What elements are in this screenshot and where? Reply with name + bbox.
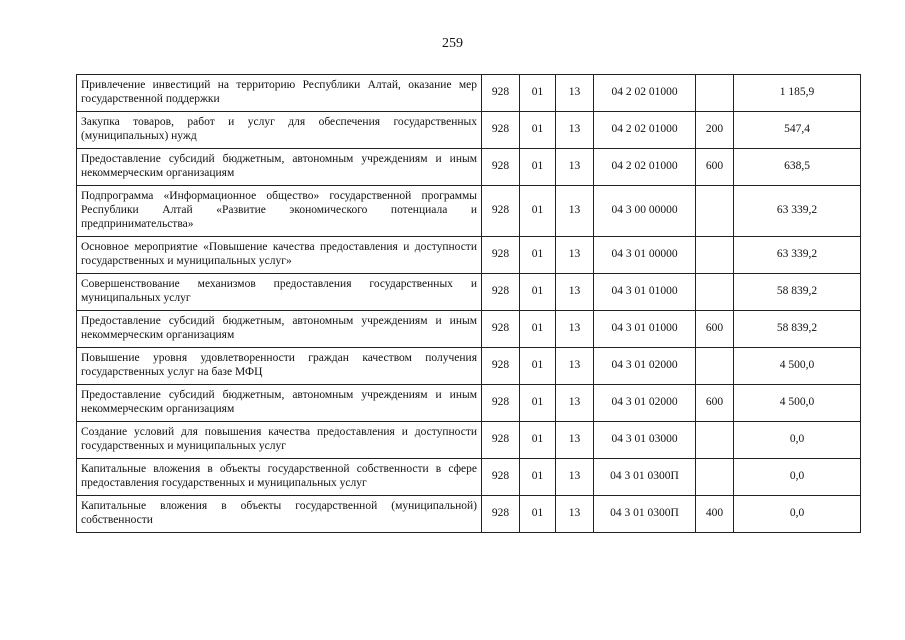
- amount: 1 185,9: [734, 75, 861, 112]
- target-article-code: 04 2 02 01000: [594, 112, 696, 149]
- section-code: 01: [520, 348, 556, 385]
- amount: 4 500,0: [734, 385, 861, 422]
- table-row: [77, 496, 861, 533]
- row-name: Предоставление субсидий бюджетным, автономным учреждениям и иным некоммерческим организациям: [77, 385, 482, 422]
- section-code: 01: [520, 422, 556, 459]
- row-name: Закупка товаров, работ и услуг для обеспечения государственных (муниципальных) нужд: [77, 112, 482, 149]
- row-name: Предоставление субсидий бюджетным, автономным учреждениям и иным некоммерческим организациям: [77, 149, 482, 186]
- table-row: [77, 348, 861, 385]
- subsection-code: 13: [556, 459, 594, 496]
- ved-code: 928: [482, 422, 520, 459]
- ved-code: 928: [482, 348, 520, 385]
- ved-code: 928: [482, 112, 520, 149]
- amount: 63 339,2: [734, 237, 861, 274]
- expense-type-code: [696, 422, 734, 459]
- ved-code: 928: [482, 459, 520, 496]
- table-row: [77, 75, 861, 112]
- expense-type-code: 200: [696, 112, 734, 149]
- section-code: 01: [520, 385, 556, 422]
- page-number: 259: [442, 36, 463, 51]
- target-article-code: 04 3 00 00000: [594, 186, 696, 237]
- ved-code: 928: [482, 149, 520, 186]
- subsection-code: 13: [556, 237, 594, 274]
- section-code: 01: [520, 311, 556, 348]
- section-code: 01: [520, 496, 556, 533]
- row-name: Привлечение инвестиций на территорию Республики Алтай, оказание мер государственной поддержки: [77, 75, 482, 112]
- ved-code: 928: [482, 186, 520, 237]
- amount: 0,0: [734, 422, 861, 459]
- subsection-code: 13: [556, 112, 594, 149]
- amount: 4 500,0: [734, 348, 861, 385]
- target-article-code: 04 3 01 02000: [594, 348, 696, 385]
- row-name: Предоставление субсидий бюджетным, автономным учреждениям и иным некоммерческим организациям: [77, 311, 482, 348]
- expense-type-code: [696, 348, 734, 385]
- ved-code: 928: [482, 75, 520, 112]
- expense-type-code: 400: [696, 496, 734, 533]
- section-code: 01: [520, 459, 556, 496]
- subsection-code: 13: [556, 274, 594, 311]
- expense-type-code: [696, 459, 734, 496]
- table-row: [77, 274, 861, 311]
- ved-code: 928: [482, 311, 520, 348]
- target-article-code: 04 3 01 02000: [594, 385, 696, 422]
- target-article-code: 04 3 01 01000: [594, 274, 696, 311]
- table-row: [77, 112, 861, 149]
- table-row: [77, 422, 861, 459]
- target-article-code: 04 2 02 01000: [594, 149, 696, 186]
- amount: 638,5: [734, 149, 861, 186]
- amount: 58 839,2: [734, 274, 861, 311]
- ved-code: 928: [482, 274, 520, 311]
- amount: 63 339,2: [734, 186, 861, 237]
- subsection-code: 13: [556, 348, 594, 385]
- subsection-code: 13: [556, 75, 594, 112]
- row-name: Подпрограмма «Информационное общество» государственной программы Республики Алтай «Развитие экономического потенциала и предпринимательства»: [77, 186, 482, 237]
- section-code: 01: [520, 186, 556, 237]
- amount: 0,0: [734, 496, 861, 533]
- target-article-code: 04 3 01 0300П: [594, 496, 696, 533]
- amount: 547,4: [734, 112, 861, 149]
- row-name: Капитальные вложения в объекты государственной собственности в сфере предоставления государственных и муниципальных услуг: [77, 459, 482, 496]
- target-article-code: 04 3 01 03000: [594, 422, 696, 459]
- expense-type-code: [696, 75, 734, 112]
- target-article-code: 04 3 01 00000: [594, 237, 696, 274]
- expense-type-code: 600: [696, 311, 734, 348]
- table-row: [77, 149, 861, 186]
- subsection-code: 13: [556, 311, 594, 348]
- row-name: Совершенствование механизмов предоставления государственных и муниципальных услуг: [77, 274, 482, 311]
- row-name: Капитальные вложения в объекты государственной (муниципальной) собственности: [77, 496, 482, 533]
- amount: 58 839,2: [734, 311, 861, 348]
- expense-type-code: 600: [696, 149, 734, 186]
- amount: 0,0: [734, 459, 861, 496]
- section-code: 01: [520, 112, 556, 149]
- subsection-code: 13: [556, 385, 594, 422]
- subsection-code: 13: [556, 496, 594, 533]
- section-code: 01: [520, 149, 556, 186]
- table-row: [77, 311, 861, 348]
- budget-table: [76, 74, 861, 533]
- table-row: [77, 385, 861, 422]
- target-article-code: 04 3 01 01000: [594, 311, 696, 348]
- target-article-code: 04 2 02 01000: [594, 75, 696, 112]
- section-code: 01: [520, 237, 556, 274]
- ved-code: 928: [482, 237, 520, 274]
- subsection-code: 13: [556, 422, 594, 459]
- expense-type-code: [696, 237, 734, 274]
- ved-code: 928: [482, 385, 520, 422]
- row-name: Создание условий для повышения качества предоставления и доступности государственных и муниципальных услуг: [77, 422, 482, 459]
- expense-type-code: 600: [696, 385, 734, 422]
- subsection-code: 13: [556, 186, 594, 237]
- row-name: Повышение уровня удовлетворенности граждан качеством получения государственных услуг на базе МФЦ: [77, 348, 482, 385]
- ved-code: 928: [482, 496, 520, 533]
- expense-type-code: [696, 186, 734, 237]
- table-row: [77, 186, 861, 237]
- subsection-code: 13: [556, 149, 594, 186]
- table-row: [77, 459, 861, 496]
- expense-type-code: [696, 274, 734, 311]
- section-code: 01: [520, 274, 556, 311]
- section-code: 01: [520, 75, 556, 112]
- target-article-code: 04 3 01 0300П: [594, 459, 696, 496]
- table-row: [77, 237, 861, 274]
- row-name: Основное мероприятие «Повышение качества предоставления и доступности государственных и муниципальных услуг»: [77, 237, 482, 274]
